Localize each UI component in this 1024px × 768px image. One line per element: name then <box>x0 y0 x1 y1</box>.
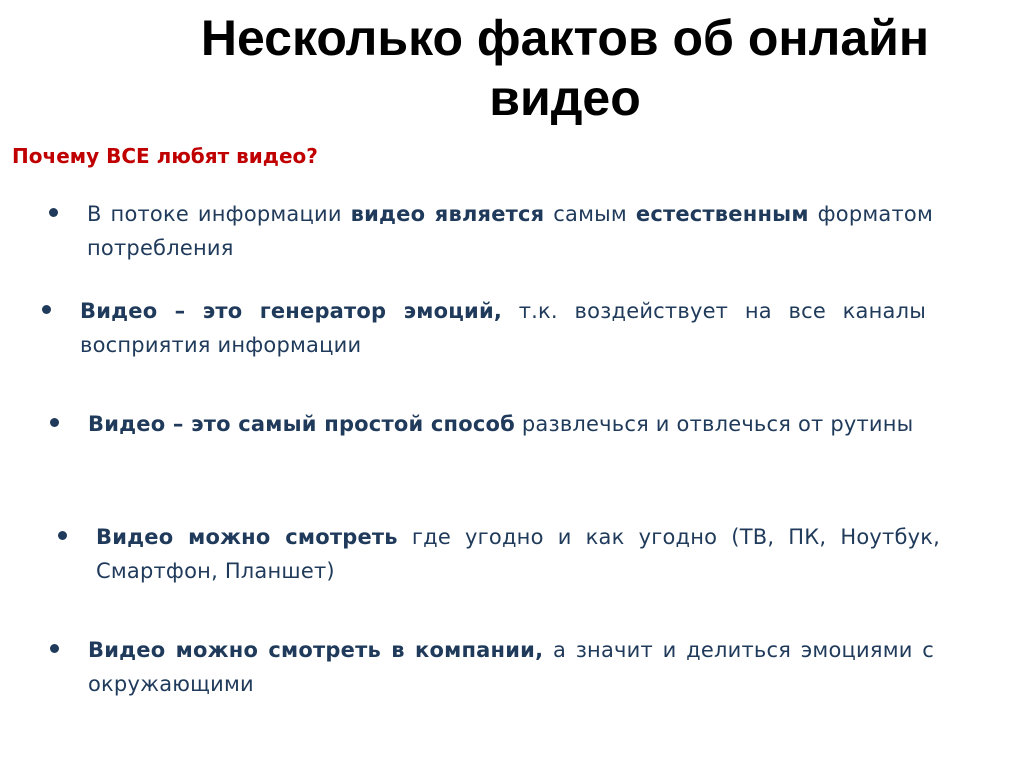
fact-text-1 <box>87 197 933 265</box>
fact-5-part-1: Видео можно смотреть в компании, <box>88 638 544 662</box>
fact-1-part-1: В потоке информации <box>87 202 351 226</box>
fact-item-4 <box>96 520 940 588</box>
fact-text-2 <box>80 294 926 362</box>
fact-text-4 <box>96 520 940 588</box>
slide-title: Несколько фактов об онлайн видео <box>200 10 930 126</box>
fact-2-part-1: Видео – это генератор эмоций, <box>80 299 503 323</box>
fact-item-1 <box>87 197 933 265</box>
fact-item-5 <box>88 633 934 701</box>
fact-4-part-1: Видео можно смотреть <box>96 525 398 549</box>
fact-1-part-3: самым <box>544 202 636 226</box>
fact-2-part-2: т.к. воздействует на все каналы восприятия информации <box>80 299 926 357</box>
fact-text-3 <box>88 407 934 441</box>
fact-item-3 <box>88 407 934 441</box>
fact-item-2 <box>80 294 926 362</box>
bullet-dot-icon <box>58 531 67 540</box>
fact-4-part-2: где угодно и как угодно (ТВ, ПК, Ноутбук, Смартфон, Планшет) <box>96 525 940 583</box>
bullet-dot-icon <box>50 418 59 427</box>
fact-5-part-2: а значит и делиться эмоциями с окружающими <box>88 638 934 696</box>
bullet-dot-icon <box>49 208 58 217</box>
fact-3-part-2: развлечься и отвлечься от рутины <box>515 412 914 436</box>
bullet-dot-icon <box>42 305 51 314</box>
fact-text-5 <box>88 633 934 701</box>
fact-1-part-5: форматом потребления <box>87 202 933 260</box>
fact-1-part-2: видео является <box>350 202 545 226</box>
fact-1-part-4: естественным <box>635 202 809 226</box>
bullet-dot-icon <box>50 644 59 653</box>
fact-3-part-1: Видео – это самый простой способ <box>88 412 515 436</box>
slide-subtitle: Почему ВСЕ любят видео? <box>12 144 318 168</box>
